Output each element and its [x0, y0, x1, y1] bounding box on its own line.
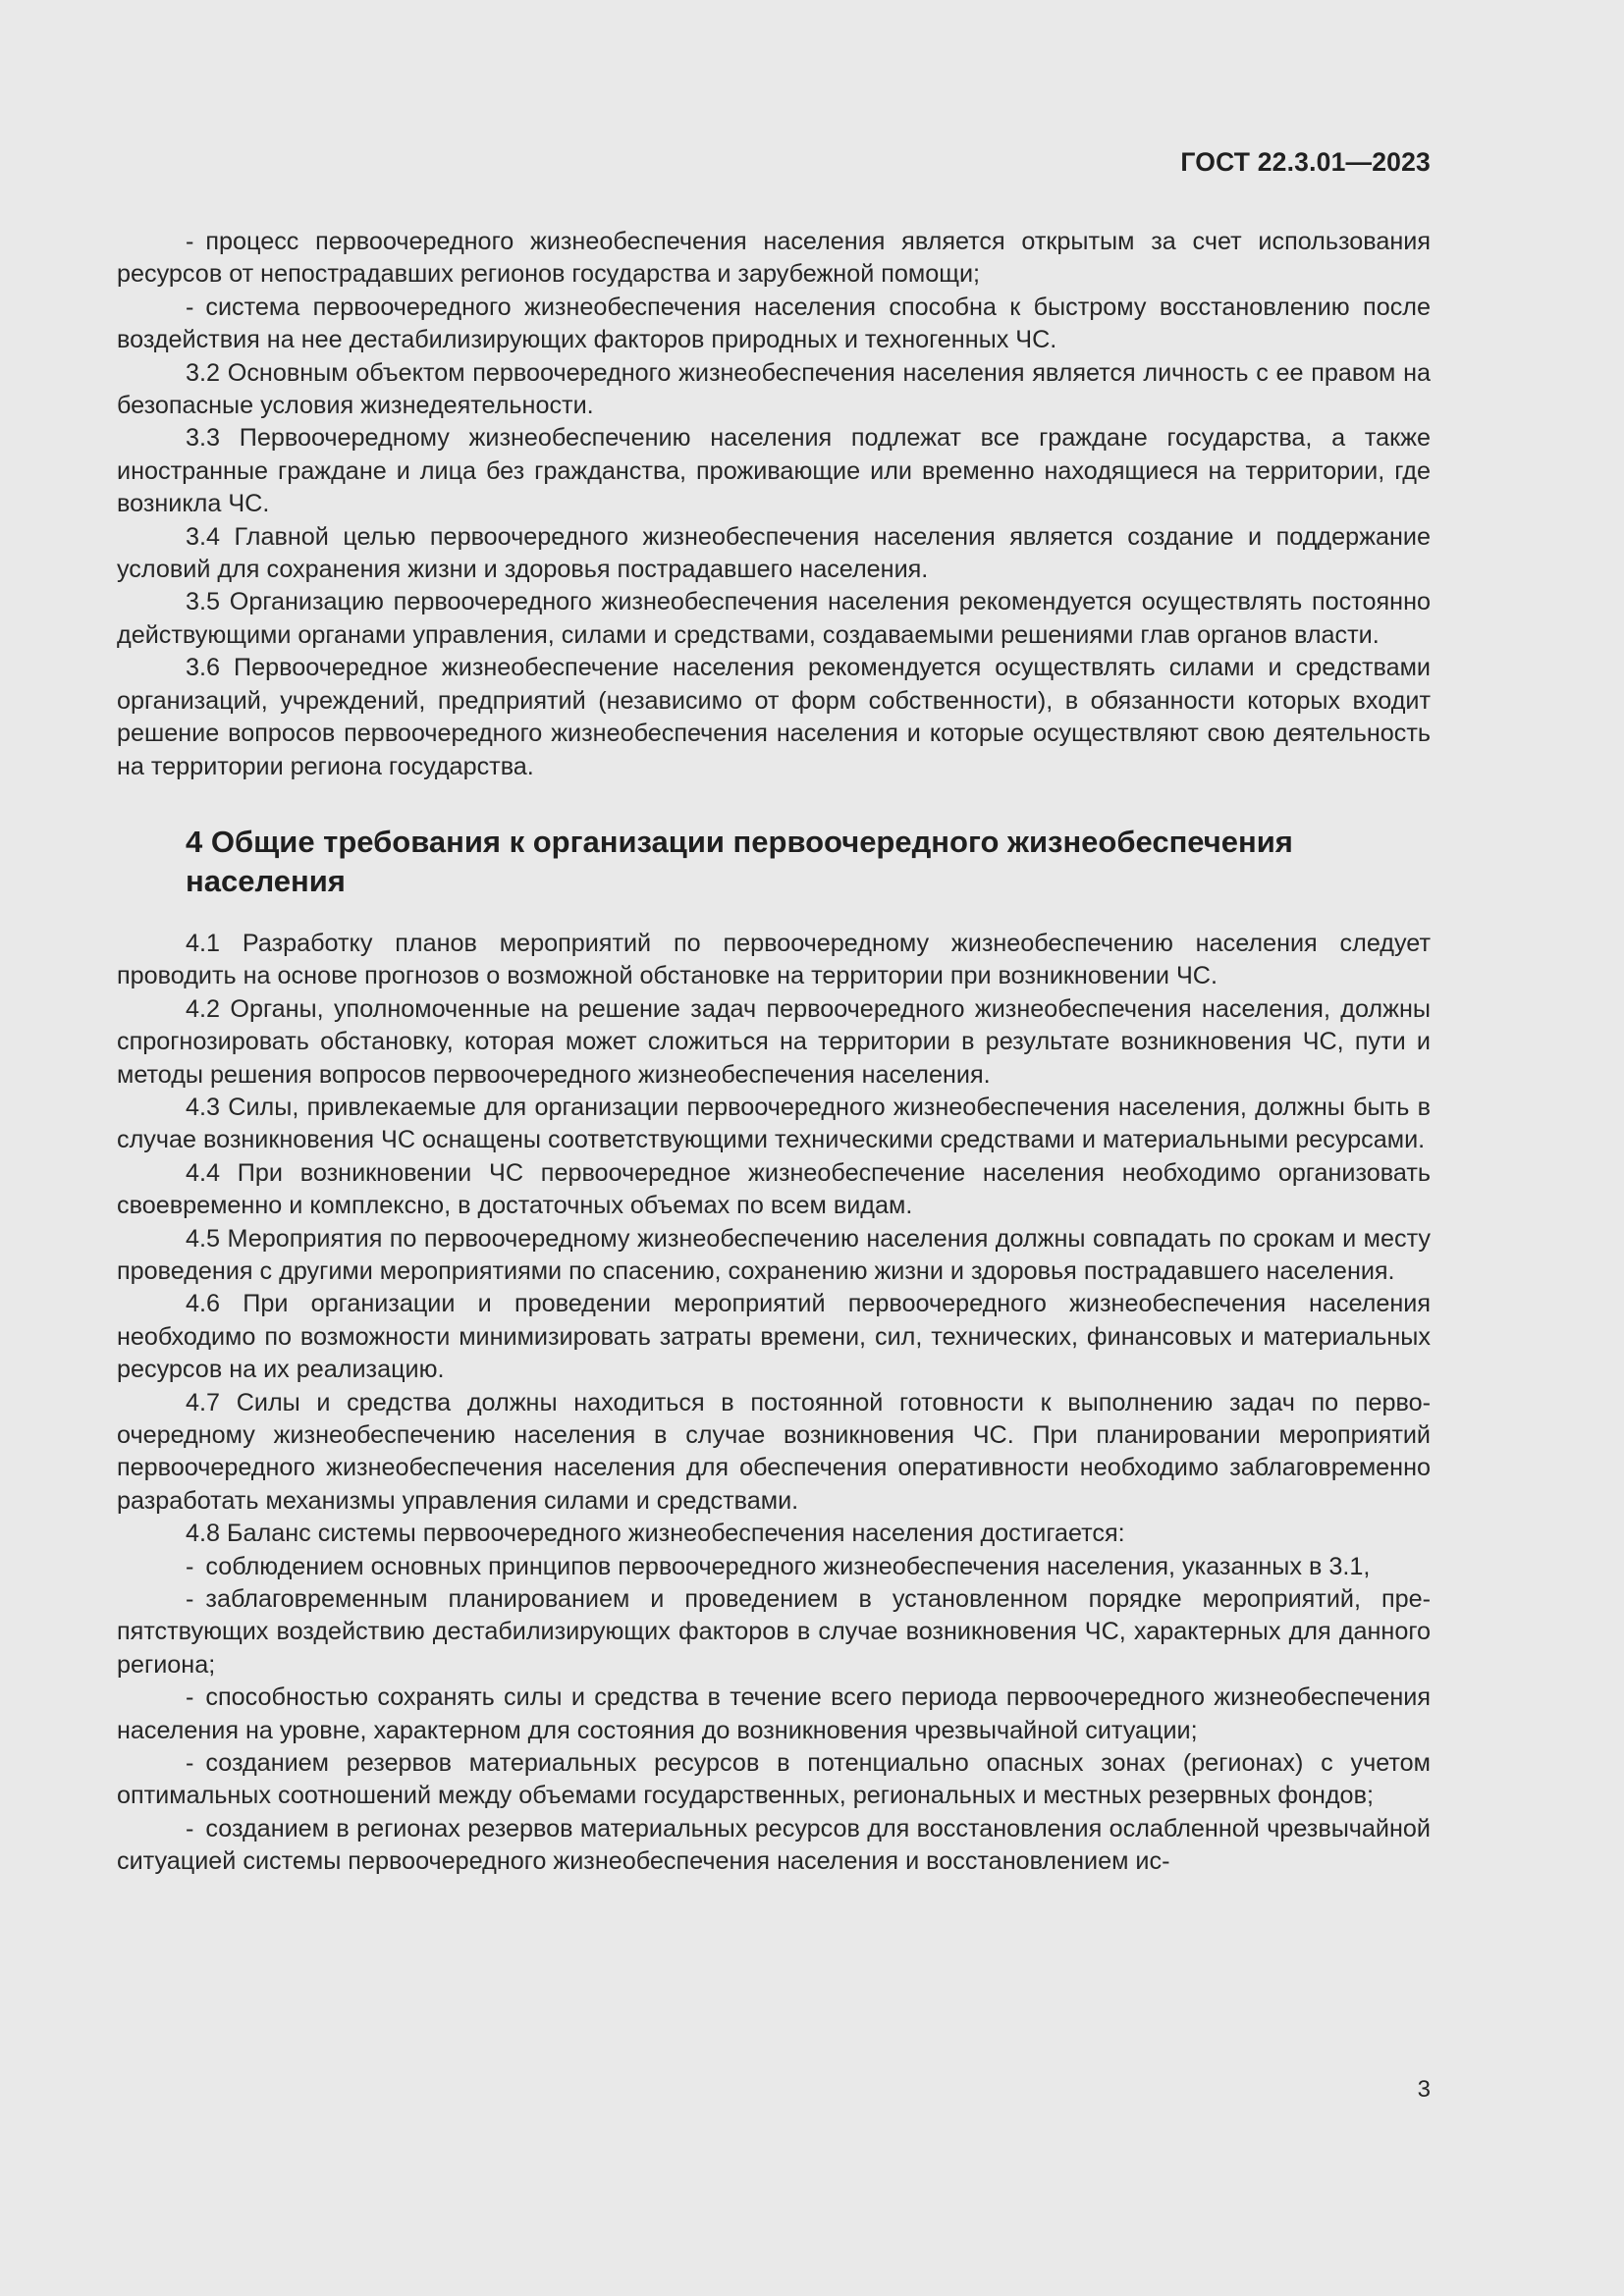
list-item-dash: [117, 226, 1431, 292]
paragraph-text: система первоочередного жизнеобеспечения населения способна к быстрому восстановлению после воздействия на нее дестабилизирующих факторов природных и техногенных ЧС.: [117, 293, 1431, 354]
dash-marker: -: [186, 1683, 194, 1712]
list-item-dash: [117, 1747, 1431, 1813]
clause-4-3: 4.3 Силы, привлекаемые для организации первоочередного жизнеобеспечения населения, должны быть в случае возникновения ЧС оснащены соответствующими техническими средствами и материальными ресурсами.: [117, 1093, 1431, 1154]
list-item-dash: [117, 1682, 1431, 1747]
dash-marker: -: [186, 1814, 194, 1842]
paragraph-text: созданием резервов материальных ресурсов в потенциально опасных зонах (регионах) с учетом оптимальных соотношений между объемами государственных, региональных и местных резервных фондов;: [117, 1749, 1431, 1810]
dash-marker: -: [186, 228, 194, 255]
clause-3-5: 3.5 Организацию первоочередного жизнеобеспечения населения рекомендуется осуществлять постоянно действующими органами управления, силами и средствами, создаваемыми решениями глав органов власти.: [117, 588, 1431, 649]
clause-3-6: 3.6 Первоочередное жизнеобеспечение населения рекомендуется осуществлять силами и средствами организаций, учреждений, предприятий (независимо от форм собственности), в обязанности которых входит решение вопросов первоочередного жизнеобеспечения населения и которые осуществляют свою деятельность на территории региона государства.: [117, 654, 1431, 780]
list-item-dash: [117, 1551, 1431, 1583]
paragraph-text: заблаговременным планированием и проведением в установленном порядке мероприятий, препятствующих воздействию дестабилизирующих факторов в случае возникновения ЧС, характерных для данного региона;: [117, 1585, 1431, 1679]
clause-4-6: 4.6 При организации и проведении мероприятий первоочередного жизнеобеспечения населения необходимо по возможности минимизировать затраты времени, сил, технических, финансовых и материальных ресурсов на их реализацию.: [117, 1290, 1431, 1384]
dash-marker: -: [186, 1585, 194, 1614]
paragraph-text: процесс первоочередного жизнеобеспечения населения является открытым за счет использования ресурсов от непострадавших регионов государства и зарубежной помощи;: [117, 228, 1431, 289]
clause-4-1: 4.1 Разработку планов мероприятий по первоочередному жизнеобеспечению населения следует проводить на основе прогнозов о возможной обстановке на территории при возникновении ЧС.: [117, 929, 1431, 990]
clause-4-5: 4.5 Мероприятия по первоочередному жизнеобеспечению населения должны совпадать по срокам и месту проведения с другими мероприятиями по спасению, сохранению жизни и здоровья пострадавшего населения.: [117, 1224, 1431, 1285]
dash-marker: -: [186, 1552, 194, 1580]
clause-4-7: 4.7 Силы и средства должны находиться в постоянной готовности к выполнению задач по первоочередному жизнеобеспечению населения в случае возникновения ЧС. При планировании мероприятий первоочередного жизнеобеспечения населения для обеспечения оперативности необходимо заблаговременно разработать механизмы управления силами и средствами.: [117, 1388, 1431, 1515]
document-code-header: ГОСТ 22.3.01—2023: [1180, 147, 1431, 177]
clause-4-8: 4.8 Баланс системы первоочередного жизнеобеспечения населения достигается:: [186, 1520, 1125, 1548]
list-item-dash: [117, 292, 1431, 357]
list-item-dash: [117, 1813, 1431, 1879]
clause-4-2: 4.2 Органы, уполномоченные на решение задач первоочередного жизнеобеспечения населения, должны спрогнозировать обстановку, которая может сложиться на территории в результате возникновения ЧС, пути и методы решения вопросов первоочередного жизнеобеспечения населения.: [117, 994, 1431, 1089]
paragraph-text: соблюдением основных принципов первоочередного жизнеобеспечения населения, указанных в 3.1,: [205, 1552, 1371, 1580]
page-number: 3: [1417, 2076, 1431, 2103]
list-item-dash: [117, 1583, 1431, 1682]
dash-marker: -: [186, 1749, 194, 1778]
clause-3-3: 3.3 Первоочередному жизнеобеспечению населения подлежат все граждане государства, а также иностранные граждане и лица без гражданства, проживающие или временно находящиеся на территории, где возникла ЧС.: [117, 424, 1431, 518]
section-4-heading: 4 Общие требования к организации первоочередного жизнеобеспечения населения: [186, 824, 1293, 898]
paragraph-text: способностью сохранять силы и средства в течение всего периода первоочередного жизнеобеспечения населения на уровне, характерном для состояния до возникновения чрезвычайной ситуации;: [117, 1683, 1431, 1744]
clause-3-4: 3.4 Главной целью первоочередного жизнеобеспечения населения является создание и поддержание условий для сохранения жизни и здоровья пострадавшего населения.: [117, 522, 1431, 584]
dash-marker: -: [186, 293, 194, 321]
paragraph-text: созданием в регионах резервов материальных ресурсов для восстановления ослабленной чрезвычайной ситуацией системы первоочередного жизнеобеспечения населения и восстановлением ис-: [117, 1814, 1431, 1876]
document-body: [117, 226, 1431, 1879]
clause-4-4: 4.4 При возникновении ЧС первоочередное жизнеобеспечение населения необходимо организовать своевременно и комплексно, в достаточных объемах по всем видам.: [117, 1158, 1431, 1220]
clause-3-2: 3.2 Основным объектом первоочередного жизнеобеспечения населения является личность с ее правом на безопасные условия жизнедеятельности.: [117, 358, 1431, 420]
